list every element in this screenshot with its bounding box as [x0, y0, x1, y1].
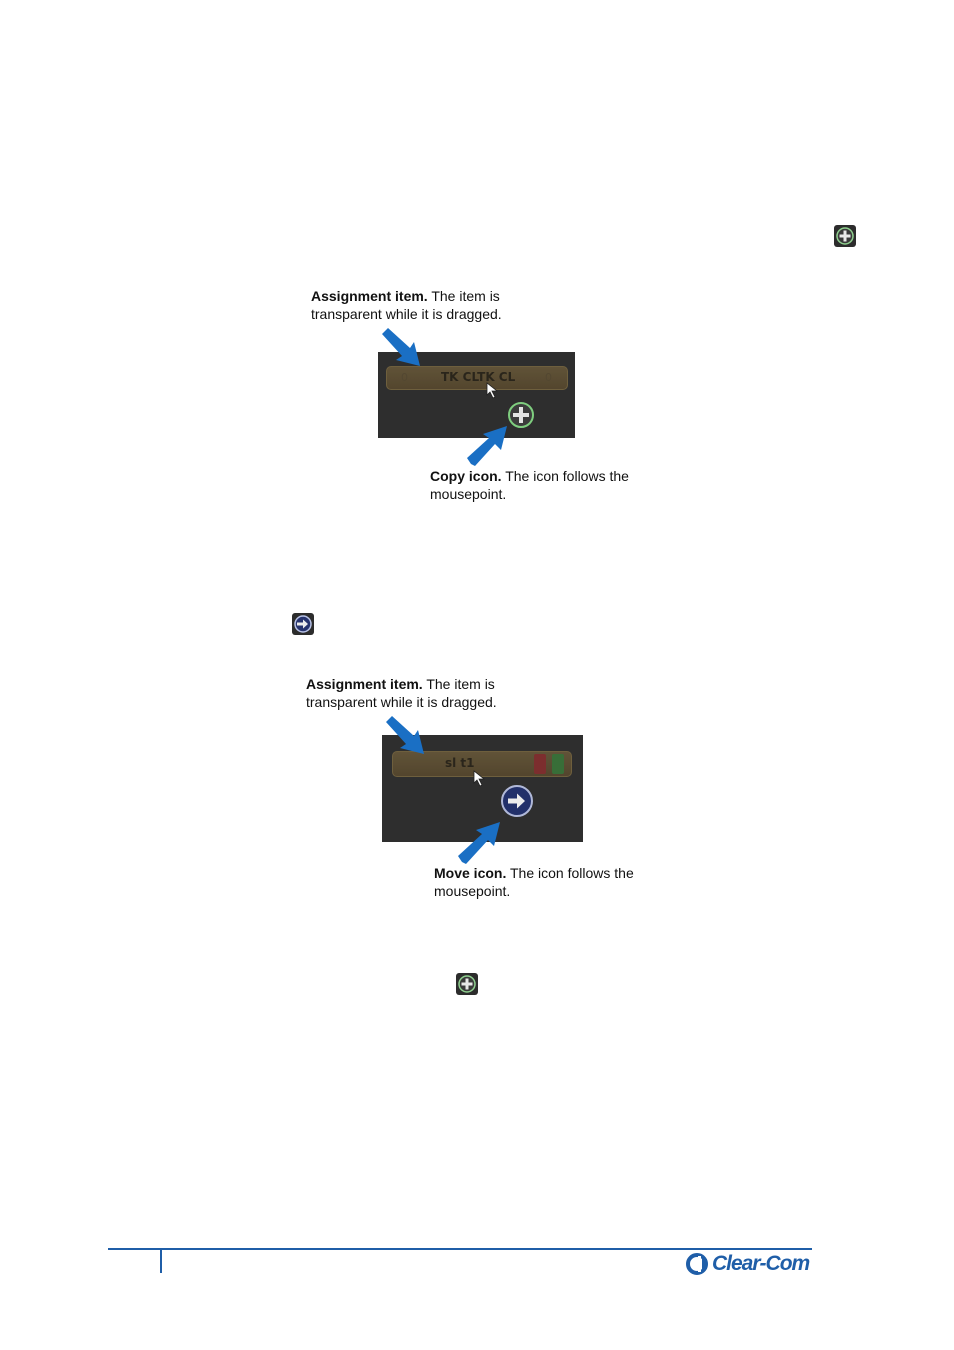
status-indicator-red [534, 754, 546, 774]
assignment-label: TK CLTK CL [441, 370, 516, 384]
clear-com-logo-icon [686, 1253, 712, 1275]
bar-number-right: 0 [545, 371, 552, 384]
callout-arrow-icon [467, 424, 511, 466]
copy-plus-icon [507, 401, 535, 429]
footer-rule [108, 1248, 812, 1250]
assignment-label: sl t1 [445, 756, 475, 770]
callout-assignment-item: Assignment item. The item is transparent while it is dragged. [311, 288, 502, 322]
callout-arrow-icon [380, 326, 424, 370]
move-arrow-icon [500, 784, 534, 818]
callout-move-icon: Move icon. The icon follows the mousepoint. [434, 865, 634, 899]
copy-plus-icon [456, 973, 478, 995]
mouse-cursor-icon [486, 382, 502, 400]
callout-copy-icon: Copy icon. The icon follows the mousepoint. [430, 468, 629, 502]
move-arrow-icon [292, 613, 314, 635]
callout-arrow-icon [458, 820, 504, 864]
mouse-cursor-icon [473, 770, 489, 788]
status-indicator-green [552, 754, 564, 774]
footer-logo: Clear-Com [712, 1252, 810, 1275]
bar-number-left: 0 [401, 371, 408, 384]
copy-plus-icon [834, 225, 856, 247]
footer-tick [160, 1249, 162, 1273]
callout-arrow-icon [384, 714, 428, 758]
callout-assignment-item: Assignment item. The item is transparent while it is dragged. [306, 676, 497, 710]
